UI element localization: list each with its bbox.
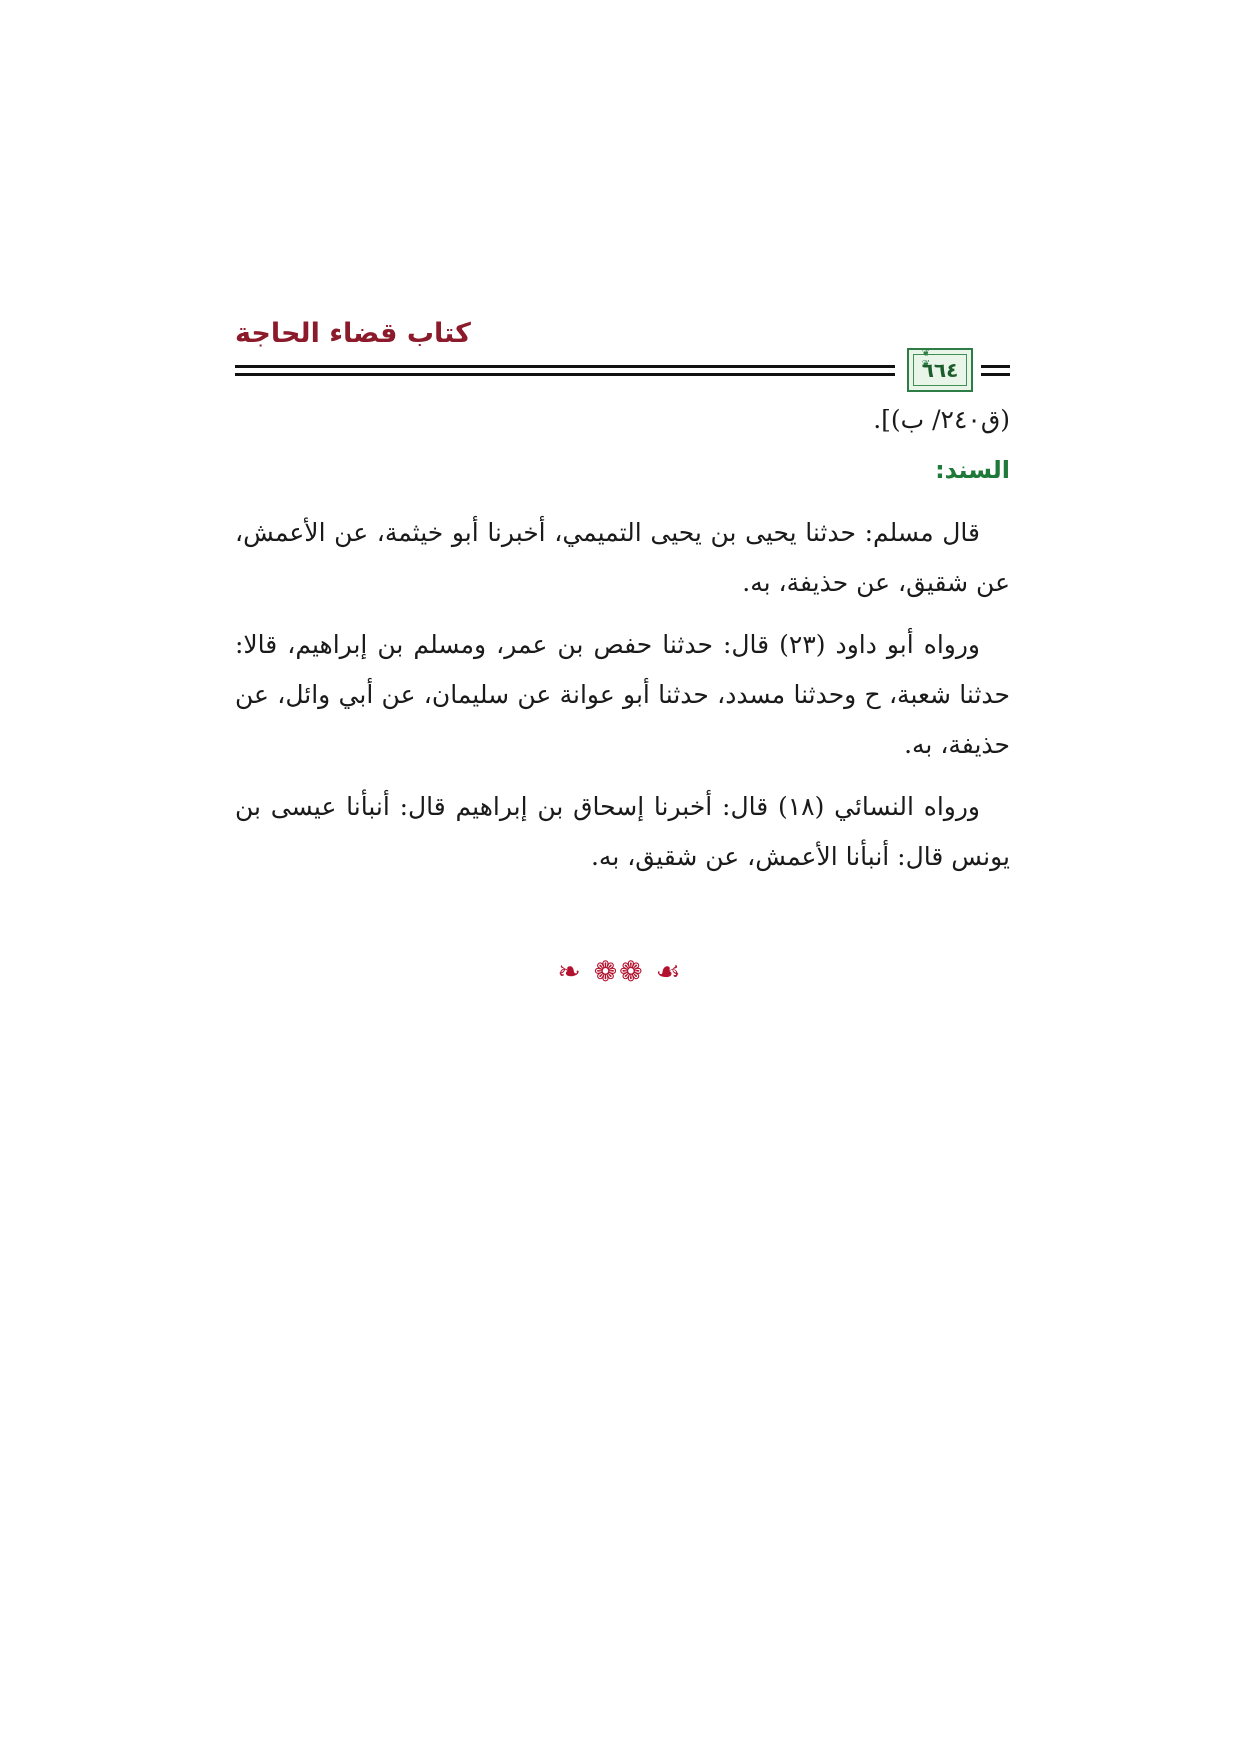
page-number-badge (907, 348, 973, 392)
paragraph: ورواه أبو داود (٢٣) قال: حدثنا حفص بن عمر، ومسلم بن إبراهيم، قالا: حدثنا شعبة، ح وحدثنا مسدد، حدثنا أبو عوانة عن سليمان، عن أبي وائل، عن حذيفة، به. (235, 630, 1010, 759)
header-rule (235, 373, 895, 376)
page-header (235, 312, 1010, 392)
floral-ornament-icon: ❧ ❁❁ ☙ (557, 955, 683, 988)
header-rule (981, 365, 1010, 368)
header-rule (981, 373, 1010, 376)
paragraph: قال مسلم: حدثنا يحيى بن يحيى التميمي، أخبرنا أبو خيثمة، عن الأعمش، عن شقيق، عن حذيفة، به. (235, 518, 1010, 597)
paragraph: ورواه النسائي (١٨) قال: أخبرنا إسحاق بن إبراهيم قال: أنبأنا عيسى بن يونس قال: أنبأنا الأعمش، عن شقيق، به. (235, 792, 1010, 871)
page-number: ٦٦٤ (921, 358, 959, 382)
section-heading: السند: (935, 456, 1010, 484)
page-body (235, 400, 1010, 894)
section-divider-ornament (0, 955, 1240, 988)
header-rule (235, 365, 895, 368)
manuscript-reference: (ق٢٤٠/ ب)]. (873, 405, 1010, 434)
book-title: كتاب قضاء الحاجة (235, 318, 471, 349)
